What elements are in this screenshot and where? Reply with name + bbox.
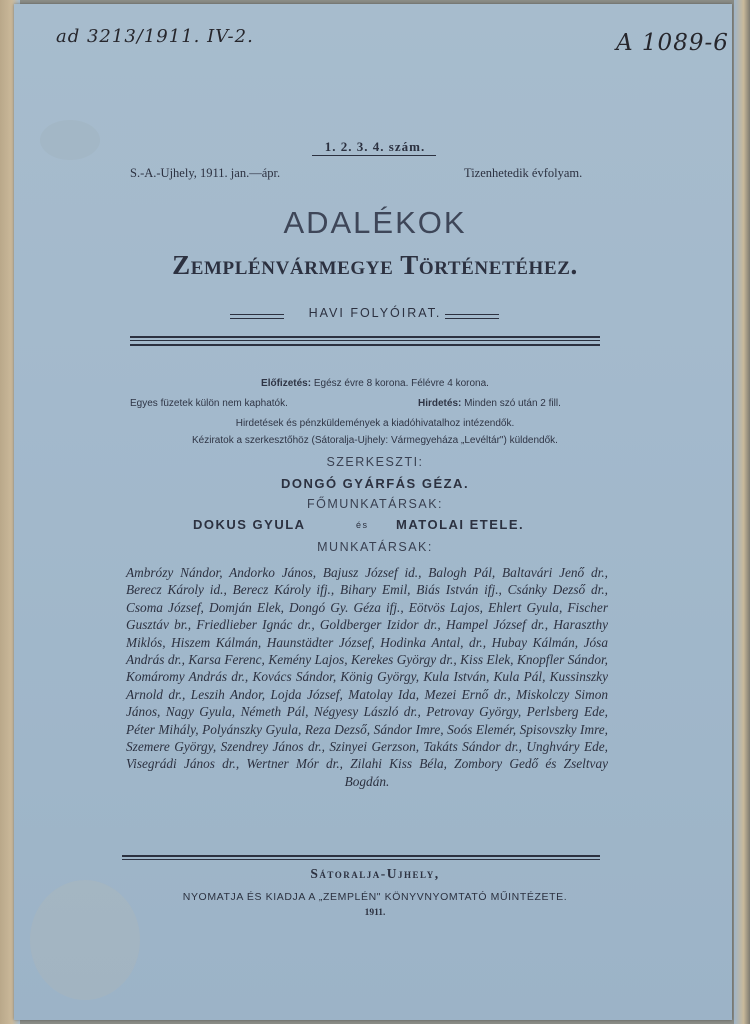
chief-conjunction: és (356, 520, 369, 530)
subscription-label: Előfizetés: (261, 378, 312, 389)
issue-underline (312, 155, 436, 156)
printer-line: NYOMATJA ÉS KIADJA A „ZEMPLÉN" KÖNYVNYOMTATÓ MŰINTÉZETE. (182, 891, 568, 903)
place-date: S.-A.-Ujhely, 1911. jan.—ápr. (130, 166, 281, 180)
manuscripts-note: Kéziratok a szerkesztőhöz (Sátoraljа-Ujhely: Vármegyeháza „Levéltár") küldendők. (192, 435, 558, 446)
single-issues-note: Egyes füzetek külön nem kaphatók. (130, 398, 288, 409)
publication-year: 1911. (364, 908, 386, 918)
handwritten-note-left: ad 3213/1911. IV-2. (56, 26, 254, 47)
divider-rule (122, 859, 600, 860)
issue-number: 1. 2. 3. 4. szám. (324, 139, 426, 154)
imprint-place: Sátoralja-Ujhely, (310, 866, 440, 881)
journal-subtitle: Zemplénvármegye Történetéhez. (172, 250, 578, 280)
chief-collaborators-label: FŐMUNKATÁRSAK: (306, 497, 444, 511)
volume-number: Tizenhetedik évfolyam. (464, 166, 583, 180)
advertising-label: Hirdetés: (418, 398, 462, 409)
contributors-list: Ambrózy Nándor, Andorko János, Bajusz József id., Balogh Pál, Baltavári Jenő dr., Berecz Károly id., Berecz Károly ifj., Bihary Emil, Biás István ifj., Csánky Dezső dr., Csoma József, Domján Elek, Dongó Gy. Géza ifj., Eötvös Lajos, Ehlert Gyula, Fischer Gusztáv br., Friedlieber Ignác dr., Goldberger Izidor dr., Hampel József dr., Haraszthy Miklós, Hiszem Kálmán, Haunstädter József, Hodinka Antal, dr., Hubay Kálmán, Jósa András dr., Karsa Ferenc, Kemény Lajos, Kerekes György dr., Kiss Elek, Knopfler Sándor, Komáromy András dr., Kovács Sándor, König György, Kula István, Kula Pál, Kussinszky Arnold dr., Leszih Andor, Lojda József, Matolay Ida, Mezei Ernő dr., Miskolczy Simon János, Nagy Gyula, Németh Pál, Négyesy László dr., Petrovay György, Perlsberg Ede, Péter Mihály, Polyánszky Gyula, Reza Dezső, Sándor Imre, Soós Elemér, Spisovszky Imre, Szemere György, Szendrey János dr., Szinyei Gerzson, Takáts Sándor dr., Unghváry Ede, Visegrádi János dr., Wertner Mór dr., Zilahi Kiss Béla, Zombory Gedő és Zseltvay Bogdán. (126, 565, 608, 789)
ornament-right (445, 314, 499, 319)
editor-label: SZERKESZTI: (326, 455, 424, 469)
ads-money-note: Hirdetések és pénzküldemények a kiadóhivatalhoz intézendők. (235, 418, 515, 429)
editor-name: DONGÓ GYÁRFÁS GÉZA. (280, 476, 470, 491)
chief-collaborator-2: MATOLAI ETELE. (396, 517, 525, 532)
subscription-text: Egész évre 8 korona. Félévre 4 korona. (313, 378, 489, 389)
advertising-rate (418, 398, 561, 409)
handwritten-shelfmark: A 1089-6 (616, 30, 729, 56)
subscription-line (0, 378, 750, 389)
chief-collaborator-1: DOKUS GYULA (193, 517, 306, 532)
contributors-label: MUNKATÁRSAK: (317, 540, 433, 554)
periodical-type: HAVI FOLYÓIRAT. (308, 306, 442, 320)
divider-rule (130, 340, 600, 341)
divider-rule (130, 336, 600, 338)
divider-rule (130, 344, 600, 346)
advertising-text: Minden szó után 2 fill. (464, 398, 561, 409)
divider-rule (122, 855, 600, 857)
journal-title: ADALÉKOK (283, 205, 467, 240)
